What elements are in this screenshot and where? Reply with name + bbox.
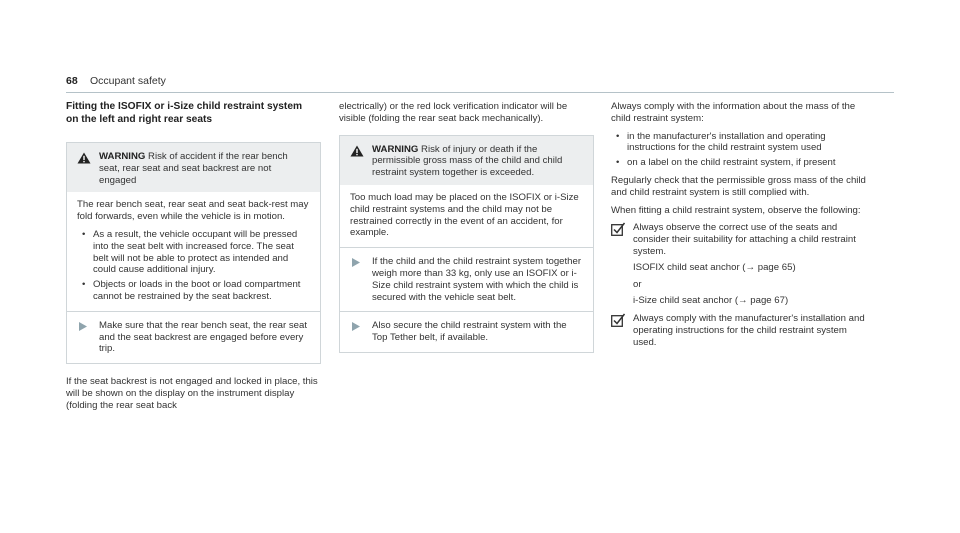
instruction-arrow-icon: [77, 320, 99, 355]
instruction-text: If the child and the child restraint system together weigh more than 33 kg, only use an ISOFIX or i-Size child restraint system with which the child is secured with the vehicle seat belt.: [372, 256, 582, 303]
body-paragraph: If the seat backrest is not engaged and locked in place, this will be shown on the display on the instrument display (folding the rear seat back: [66, 376, 318, 411]
section-title: Occupant safety: [90, 75, 166, 87]
warning-triangle-icon: [77, 151, 99, 186]
warning-body: [67, 192, 320, 363]
checklist-content: [633, 222, 866, 273]
bullet-icon: •: [616, 130, 620, 142]
bullet-icon: •: [616, 157, 620, 169]
warning-bullet-list: [77, 229, 310, 303]
instruction-step: [350, 320, 583, 344]
warning-box-seat-engaged: [66, 142, 321, 364]
warning-body: [340, 185, 593, 352]
warning-box-gross-mass: [339, 135, 594, 353]
bullet-icon: •: [82, 279, 86, 291]
cross-reference-isize[interactable]: i-Size child seat anchor (→ page 67): [633, 295, 789, 307]
column-middle: [339, 101, 594, 365]
warning-label: WARNING: [372, 143, 419, 155]
continued-paragraph: electrically) or the red lock verification indicator will be visible (folding the rear seat back mechanically).: [339, 101, 568, 124]
instruction-text: Make sure that the rear bench seat, the rear seat and the seat backrest are engaged before every trip.: [99, 319, 307, 355]
list-item-text: Objects or loads in the boot or load compartment cannot be restrained by the seat backrest.: [93, 279, 301, 302]
warning-triangle-icon: [350, 144, 372, 179]
checkbox-tick-icon: [611, 222, 633, 273]
list-item: [611, 131, 866, 155]
warning-paragraph: Too much load may be placed on the ISOFIX or i-Size child restraint systems and the child may not be restrained correctly in the event of an accident, for example.: [350, 191, 579, 239]
list-item: [611, 157, 866, 169]
checklist-text: Always comply with the manufacturer's installation and operating instructions for the child restraint system used.: [633, 313, 865, 348]
column-left: [66, 101, 321, 418]
warning-label: WARNING: [99, 151, 146, 162]
warning-text: [372, 144, 583, 179]
divider: [67, 311, 320, 312]
heading-line-2: on the left and right rear seats: [66, 113, 213, 125]
or-separator: or: [633, 278, 642, 290]
list-item-text: in the manufacturer's installation and operating instructions for the child restraint system used: [627, 130, 826, 154]
instruction-arrow-icon: [350, 320, 372, 344]
section-heading: [66, 101, 321, 126]
warning-header: [67, 143, 320, 192]
divider: [340, 247, 593, 248]
warning-text: [99, 151, 310, 186]
instruction-arrow-icon: [350, 256, 372, 303]
bullet-list: [611, 131, 866, 169]
list-item-text: As a result, the vehicle occupant will be pressed into the seat belt with increased force. The seat belt will not be able to protect as intended and could cause additional injury.: [93, 228, 298, 276]
instruction-step: [77, 320, 310, 355]
bullet-icon: •: [82, 228, 86, 240]
list-item: [77, 229, 310, 276]
warning-header: [340, 136, 593, 185]
page-header: [66, 70, 894, 93]
checklist-text: Always observe the correct use of the seats and consider their suitability for attaching a child restraint system.: [633, 222, 856, 257]
body-paragraph: Regularly check that the permissible gross mass of the child and child restraint system is still complied with.: [611, 174, 866, 198]
checklist-item: [611, 222, 866, 273]
cross-reference-isofix[interactable]: ISOFIX child seat anchor (→ page 65): [633, 261, 796, 273]
divider: [340, 311, 593, 312]
heading-line-1: Fitting the ISOFIX or i-Size child restraint system: [66, 101, 303, 112]
body-paragraph: When fitting a child restraint system, observe the following:: [611, 204, 861, 216]
list-item-text: on a label on the child restraint system, if present: [627, 157, 836, 169]
warning-message: Risk of accident if the rear bench seat, rear seat and seat backrest are not engaged: [99, 151, 288, 186]
instruction-text: Also secure the child restraint system with the Top Tether belt, if available.: [372, 320, 567, 344]
list-item: [77, 279, 310, 303]
warning-paragraph: The rear bench seat, rear seat and seat back-rest may fold forwards, even while the vehicle is in motion.: [77, 199, 309, 223]
instruction-step: [350, 256, 583, 303]
warning-message: Risk of injury or death if the permissible gross mass of the child and child restraint system together is exceeded.: [372, 143, 563, 179]
column-right: [611, 101, 866, 354]
intro-paragraph: Always comply with the information about the mass of the child restraint system:: [611, 101, 856, 124]
checkbox-tick-icon: [611, 313, 633, 348]
checklist-item: [611, 313, 866, 348]
page-number: 68: [66, 75, 78, 87]
